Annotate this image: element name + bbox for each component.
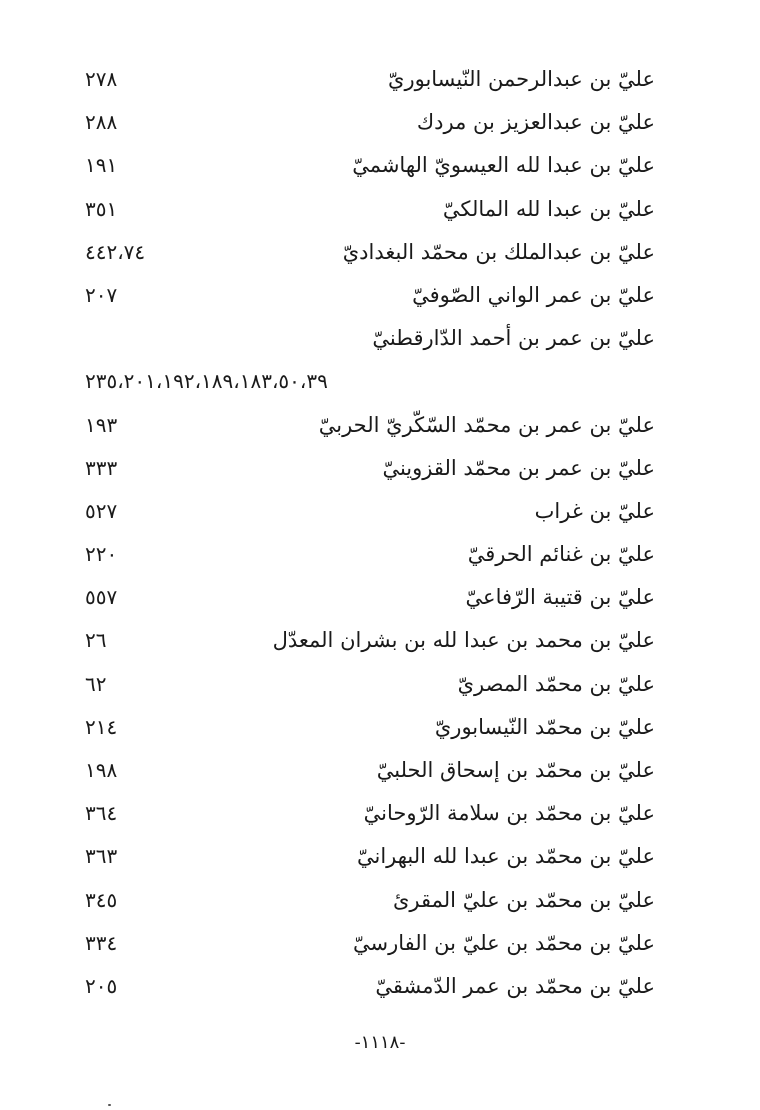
entry-page-numbers: ٢٨٨ xyxy=(85,110,118,135)
entry-page-numbers: ٢٣٥،٢٠١،١٩٢،١٨٩،١٨٣،٥٠،٣٩ xyxy=(85,369,328,394)
index-entry xyxy=(85,965,655,1008)
entry-page-numbers: ٤٤٢،٧٤ xyxy=(85,239,146,264)
entry-name: عليّ بن عمر بن محمّد السّكّريّ الحربيّ xyxy=(318,412,655,437)
entry-name: عليّ بن غنائم الحرقيّ xyxy=(467,542,655,567)
entry-name: عليّ بن قتيبة الرّفاعيّ xyxy=(465,585,655,610)
entry-page-numbers: ٥٥٧ xyxy=(85,585,118,610)
entry-page-numbers: ٢٠٧ xyxy=(85,282,118,307)
entry-page-numbers: ٣٣٤ xyxy=(85,930,118,955)
index-entry xyxy=(85,576,655,619)
index-entry xyxy=(85,144,655,187)
index-entry xyxy=(85,922,655,965)
entry-name: عليّ بن محمّد بن عبدا لله البهرانيّ xyxy=(356,844,655,869)
entry-page-numbers: ٣٣٣ xyxy=(85,455,118,480)
index-entry xyxy=(85,274,655,317)
index-entry xyxy=(85,231,655,274)
entry-name: عليّ بن محمّد النّيسابوريّ xyxy=(434,714,655,739)
index-entry xyxy=(85,447,655,490)
entry-name: عليّ بن محمّد بن سلامة الرّوحانيّ xyxy=(363,801,655,826)
entry-page-numbers: ١٩١ xyxy=(85,153,118,178)
entry-page-numbers: ٢٦ xyxy=(85,628,107,653)
entry-name: عليّ بن عبدا لله العيسويّ الهاشميّ xyxy=(352,153,655,178)
index-entry xyxy=(85,706,655,749)
index-entry xyxy=(85,663,655,706)
index-entry xyxy=(85,533,655,576)
entry-page-numbers: ٣٤٥ xyxy=(85,887,118,912)
entry-name: عليّ بن عمر الواني الصّوفيّ xyxy=(412,282,655,307)
entry-name: عليّ بن عمر بن محمّد القزوينيّ xyxy=(382,455,655,480)
index-entry xyxy=(85,58,655,101)
entry-page-numbers: ٦٢ xyxy=(85,671,107,696)
entry-page-numbers: ٢٧٨ xyxy=(85,67,118,91)
entry-name: عليّ بن محمّد بن عليّ المقرئ xyxy=(393,887,655,912)
index-entry xyxy=(85,404,655,447)
entry-name: عليّ بن عبدالعزيز بن مردك xyxy=(416,110,655,135)
index-entry xyxy=(85,749,655,792)
entry-page-numbers: ٣٦٣ xyxy=(85,844,118,869)
entry-name: عليّ بن عمر بن أحمد الدّارقطنيّ xyxy=(372,326,655,351)
entry-page-numbers: ٢١٤ xyxy=(85,714,118,739)
index-entry xyxy=(85,835,655,878)
entry-page-numbers: ٥٢٧ xyxy=(85,498,118,523)
entry-page-numbers: ١٩٣ xyxy=(85,412,118,437)
index-entry xyxy=(85,101,655,144)
entry-name: عليّ بن محمّد المصريّ xyxy=(457,671,655,696)
entry-name: عليّ بن محمد بن عبدا لله بن بشران المعدّل xyxy=(272,628,655,653)
entry-page-numbers: ٢٢٠ xyxy=(85,542,118,567)
entry-page-numbers: ٣٥١ xyxy=(85,196,118,221)
entry-name: عليّ بن محمّد بن عليّ بن الفارسيّ xyxy=(353,930,655,955)
index-entry xyxy=(85,317,655,360)
entry-name: عليّ بن عبدا لله المالكيّ xyxy=(442,196,655,221)
scan-speck xyxy=(108,1104,111,1106)
entry-name: عليّ بن محمّد بن إسحاق الحلبيّ xyxy=(376,758,655,782)
entry-page-numbers: ٢٠٥ xyxy=(85,973,118,998)
entry-name: عليّ بن محمّد بن عمر الدّمشقيّ xyxy=(375,973,655,998)
entry-name: عليّ بن عبدالملك بن محمّد البغداديّ xyxy=(342,239,655,264)
entry-name: عليّ بن عبدالرحمن النّيسابوريّ xyxy=(388,67,655,91)
index-entry xyxy=(85,619,655,662)
index-entry-continuation xyxy=(85,360,655,403)
index-entry xyxy=(85,490,655,533)
index-entry xyxy=(85,879,655,922)
index-entry xyxy=(85,792,655,835)
entry-name: عليّ بن غراب xyxy=(534,498,655,523)
index-entries xyxy=(85,58,655,1008)
index-entry xyxy=(85,188,655,231)
entry-page-numbers: ٣٦٤ xyxy=(85,801,118,826)
entry-page-numbers: ١٩٨ xyxy=(85,758,118,782)
page-number: -١١١٨- xyxy=(354,1032,406,1053)
